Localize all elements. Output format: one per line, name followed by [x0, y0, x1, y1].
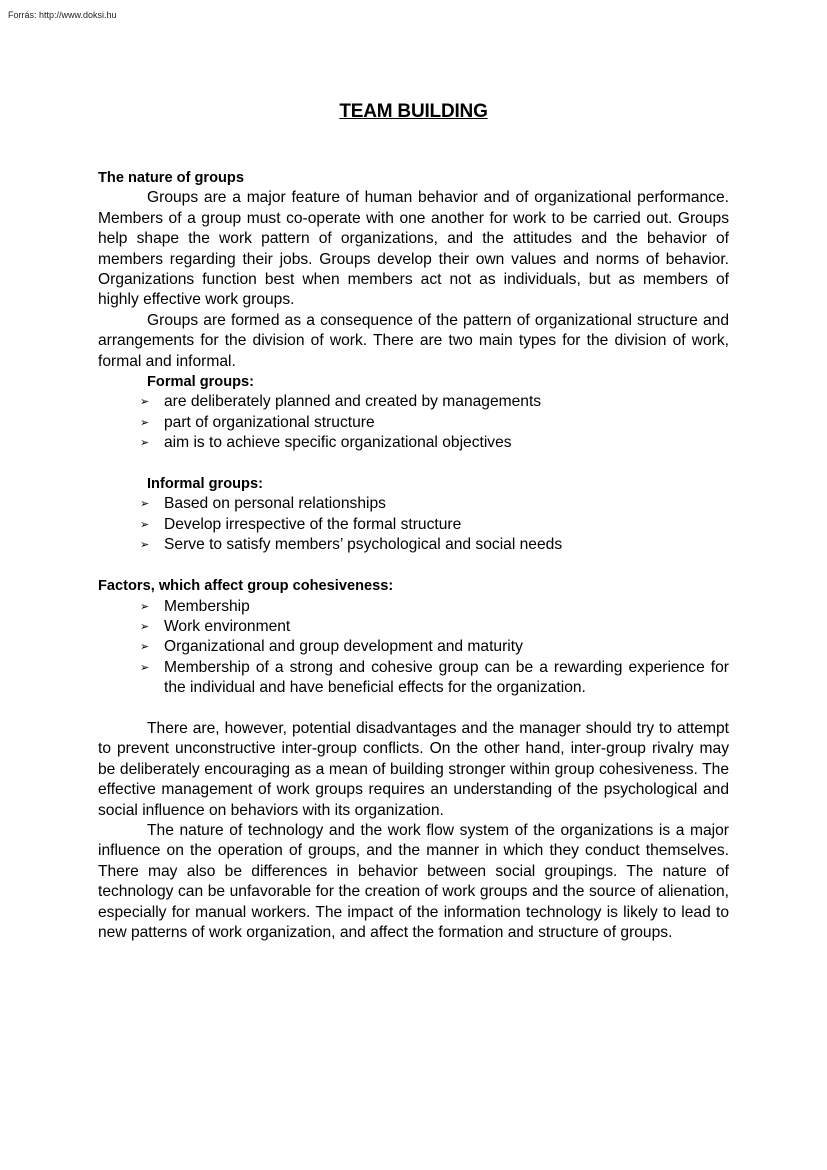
list-item: ➢ part of organizational structure	[164, 413, 729, 433]
arrow-bullet-icon: ➢	[140, 396, 150, 409]
list-item: ➢ aim is to achieve specific organizational objectives	[164, 433, 729, 453]
arrow-bullet-icon: ➢	[140, 437, 150, 450]
informal-groups-list	[98, 494, 729, 555]
subheading-informal-groups: Informal groups:	[147, 476, 263, 493]
list-item: ➢ Membership of a strong and cohesive group can be a rewarding experience for the individual and have beneficial effects for the organization.	[140, 658, 729, 697]
list-item: ➢ Work environment	[164, 617, 729, 637]
list-item: ➢ Organizational and group development and maturity	[164, 637, 729, 657]
arrow-bullet-icon: ➢	[140, 518, 150, 531]
paragraph: The nature of technology and the work flow system of the organizations is a major influence on the operation of groups, and the manner in which they conduct themselves. There may also be differences in behavior between social groupings. The nature of technology can be unfavorable for the creation of work groups and the source of alienation, especially for manual workers. The impact of the information technology is likely to lead to new patterns of work organization, and affect the formation and structure of groups.	[98, 821, 729, 941]
formal-groups-list	[98, 392, 729, 453]
arrow-bullet-icon: ➢	[140, 539, 150, 552]
source-url: Forrás: http://www.doksi.hu	[8, 10, 117, 20]
section-heading-nature-of-groups: The nature of groups	[98, 170, 244, 186]
arrow-bullet-icon: ➢	[140, 641, 150, 654]
document-body	[98, 168, 729, 943]
paragraph: Groups are formed as a consequence of the pattern of organizational structure and arrangements for the division of work. There are two main types for the division of work, formal and informal.	[98, 311, 729, 370]
list-item: ➢ Serve to satisfy members’ psychological and social needs	[164, 535, 729, 555]
paragraph: Groups are a major feature of human behavior and of organizational performance. Members of a group must co-operate with one another for work to be carried out. Groups help shape the work pattern of organizations, and the attitudes and the behavior of members regarding their jobs. Groups develop their own values and norms of behavior. Organizations function best when members act not as individuals, but as members of highly effective work groups.	[98, 189, 729, 309]
arrow-bullet-icon: ➢	[140, 600, 150, 613]
list-item: ➢ Membership	[164, 597, 729, 617]
list-item: ➢ Based on personal relationships	[164, 494, 729, 514]
subheading-formal-groups: Formal groups:	[147, 374, 255, 391]
paragraph: There are, however, potential disadvantages and the manager should try to attempt to prevent unconstructive inter-group conflicts. On the other hand, inter-group rivalry may be deliberately encouraging as a mean of building stronger within group cohesiveness. The effective management of work groups requires an understanding of the psychological and social influence on behaviors with its organization.	[98, 719, 729, 819]
cohesiveness-factors-list	[98, 597, 729, 699]
arrow-bullet-icon: ➢	[140, 620, 150, 633]
section-heading-cohesiveness: Factors, which affect group cohesiveness:	[98, 578, 394, 595]
arrow-bullet-icon: ➢	[140, 416, 150, 429]
list-item: ➢ Develop irrespective of the formal structure	[164, 515, 729, 535]
document-title: TEAM BUILDING	[339, 101, 488, 122]
arrow-bullet-icon: ➢	[140, 498, 150, 511]
list-item: ➢ are deliberately planned and created by managements	[164, 392, 729, 412]
arrow-bullet-icon: ➢	[140, 661, 150, 674]
